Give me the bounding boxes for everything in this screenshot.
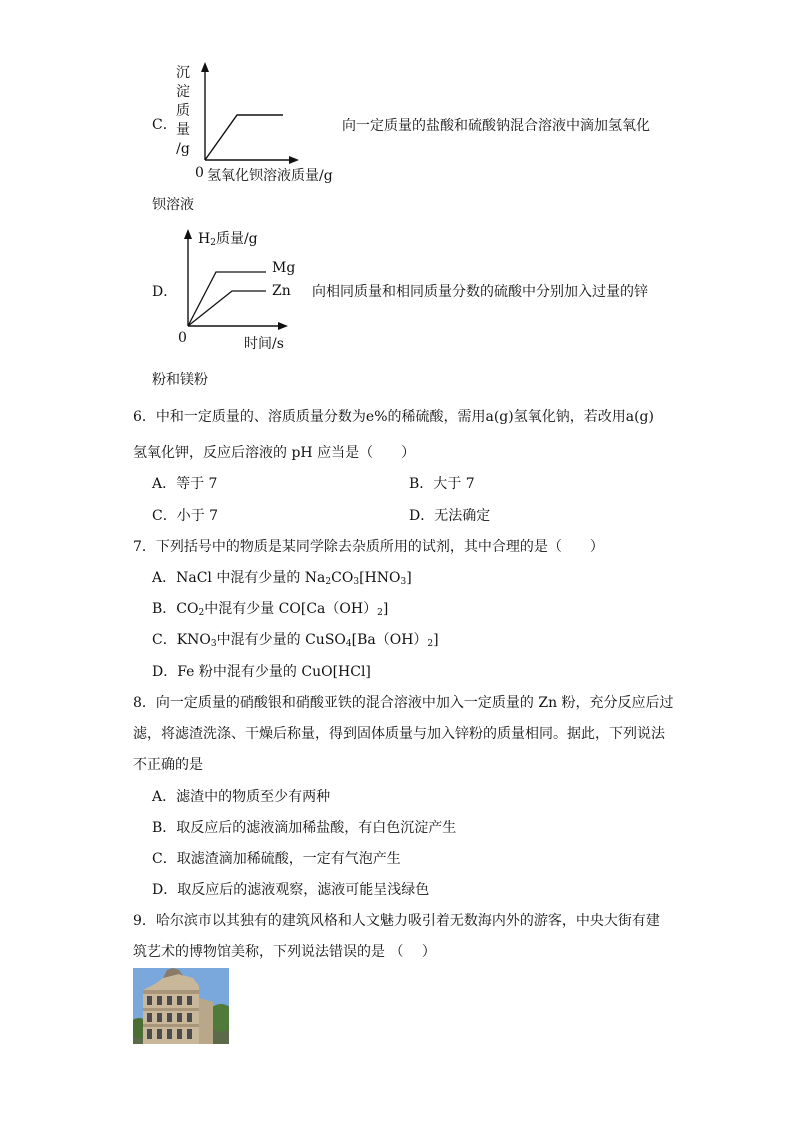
- q8-option-a: A．滤渣中的物质至少有两种: [152, 789, 331, 805]
- q6-option-d: D．无法确定: [409, 508, 491, 524]
- option-c-origin: 0: [195, 165, 204, 181]
- q7-stem: 7．下列括号中的物质是某同学除去杂质所用的试剂，其中合理的是（ ）: [133, 539, 604, 555]
- q6-option-b: B．大于 7: [409, 476, 475, 492]
- q8-stem-line3: 不正确的是: [133, 757, 203, 773]
- zn-curve: [188, 291, 266, 326]
- option-d-origin: 0: [178, 330, 187, 346]
- mg-curve: [188, 272, 266, 326]
- option-d-letter: D．: [152, 284, 178, 300]
- q8-option-c: C．取滤渣滴加稀硫酸，一定有气泡产生: [152, 851, 401, 867]
- q6-option-c: C．小于 7: [152, 508, 219, 524]
- y-label-char: 质: [176, 103, 190, 119]
- q6-option-a: A．等于 7: [152, 476, 218, 492]
- q8-option-b: B．取反应后的滤液滴加稀盐酸，有白色沉淀产生: [152, 820, 457, 836]
- y-axis-arrow: [201, 62, 209, 72]
- option-c-description-cont: 钡溶液: [152, 197, 194, 213]
- option-c-y-axis-label: [176, 64, 190, 159]
- option-d-graph: [180, 226, 300, 336]
- q7-option-d: D．Fe 粉中混有少量的 CuO[HCl]: [152, 664, 371, 680]
- harbin-building-photo: [133, 968, 229, 1044]
- mg-label: Mg: [272, 260, 296, 276]
- q8-option-d: D．取反应后的滤液观察，滤液可能呈浅绿色: [152, 882, 430, 898]
- option-d-description: 向相同质量和相同质量分数的硫酸中分别加入过量的锌: [312, 284, 648, 300]
- precipitate-curve: [205, 115, 283, 160]
- h2-symbol: H: [198, 231, 211, 247]
- y-label-char: 量: [176, 122, 190, 138]
- q8-stem-line1: 8．向一定质量的硝酸银和硝酸亚铁的混合溶液中加入一定质量的 Zn 粉，充分反应后过: [133, 695, 674, 711]
- option-c-graph: [195, 60, 305, 170]
- q7-option-c: C．$KNO_3$中混有少量的 $CuSO_4[Ba(OH)_2]$: [152, 632, 439, 649]
- q6-stem-line2: 氢氧化钾，反应后溶液的 pH 应当是（ ）: [133, 445, 416, 461]
- option-c-letter: C．: [152, 117, 177, 133]
- q6-stem-line1: 6．中和一定质量的、溶质质量分数为e%的稀硫酸，需用a(g)氢氧化钠，若改用a(g): [133, 409, 654, 425]
- x-axis-arrow: [278, 322, 288, 330]
- option-d-y-axis-label: $H_2$质量/g: [198, 231, 258, 248]
- q9-stem-line2: 筑艺术的博物馆美称，下列说法错误的是 （ ）: [133, 944, 436, 960]
- y-axis-arrow: [184, 229, 192, 239]
- option-c-description: 向一定质量的盐酸和硫酸钠混合溶液中滴加氢氧化: [342, 118, 650, 134]
- q9-stem-line1: 9．哈尔滨市以其独有的建筑风格和人文魅力吸引着无数海内外的游客，中央大街有建: [133, 913, 660, 929]
- x-axis-arrow: [289, 156, 299, 164]
- q8-stem-line2: 滤，将滤渣洗涤、干燥后称量，得到固体质量与加入锌粉的质量相同。据此，下列说法: [133, 726, 665, 742]
- option-d-description-cont: 粉和镁粉: [152, 372, 208, 388]
- option-d-x-axis-label: 时间/s: [244, 336, 284, 352]
- y-label-char: 淀: [176, 84, 190, 100]
- q7-option-a: A．NaCl 中混有少量的 $Na_2CO_3[HNO_3]$: [152, 570, 412, 587]
- y-label-char: /g: [176, 141, 190, 157]
- zn-label: Zn: [272, 283, 291, 299]
- option-c-x-axis-label: 氢氧化钡溶液质量/g: [207, 168, 333, 184]
- q7-option-b: B．$CO_2$中混有少量 $CO[Ca(OH)_2]$: [152, 601, 389, 618]
- y-label-char: 沉: [176, 65, 190, 81]
